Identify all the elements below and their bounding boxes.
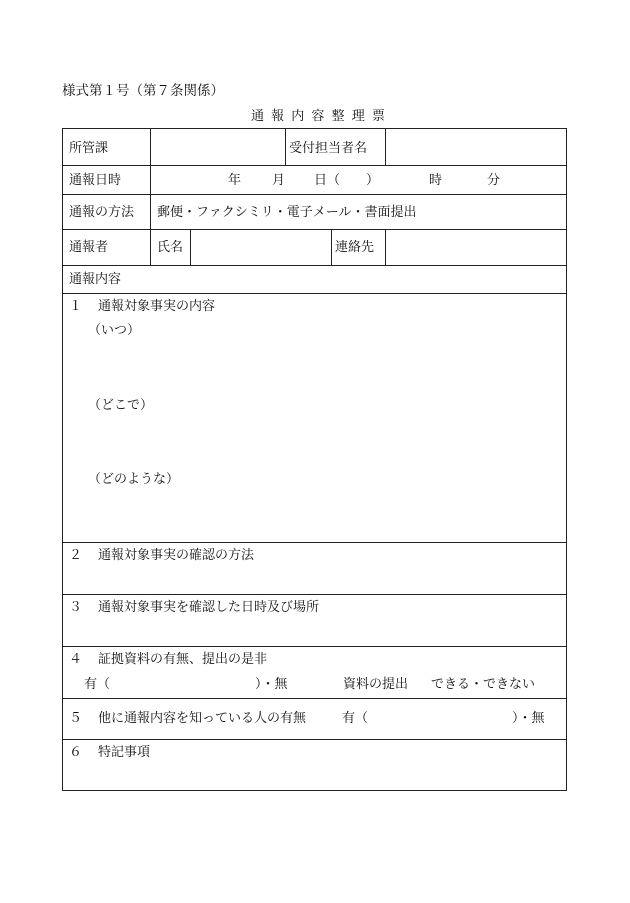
day-unit: 日（ — [314, 173, 341, 188]
column-divider — [285, 129, 286, 165]
reporter-label: 通報者 — [69, 240, 109, 255]
label-column-divider — [150, 129, 151, 265]
row-divider — [63, 646, 566, 647]
others-close-none: ）・無 — [512, 711, 545, 726]
section-2-title: 通報対象事実の確認の方法 — [98, 548, 255, 563]
section-2-number: ２ — [69, 548, 83, 563]
row-divider — [63, 293, 566, 294]
section-4-title: 証拠資料の有無、提出の是非 — [98, 652, 268, 667]
month-unit: 月 — [272, 173, 286, 188]
column-divider — [385, 229, 386, 265]
form-number: 様式第１号（第７条関係） — [62, 83, 224, 99]
section-1-title: 通報対象事実の内容 — [98, 299, 216, 314]
evidence-close-none: ）・無 — [255, 677, 288, 692]
section-5-number: ５ — [69, 711, 83, 726]
row-divider — [63, 542, 566, 543]
section-1-how: （どのような） — [88, 472, 180, 487]
section-4-number: ４ — [69, 652, 83, 667]
report-form-table — [62, 128, 567, 791]
day-paren-close: ） — [366, 173, 380, 188]
section-3-number: ３ — [69, 600, 83, 615]
column-divider — [190, 229, 191, 265]
method-label: 通報の方法 — [69, 205, 135, 220]
content-label: 通報内容 — [69, 272, 122, 287]
column-divider — [385, 129, 386, 165]
row-divider — [63, 698, 566, 699]
name-label: 氏名 — [157, 240, 184, 255]
datetime-label: 通報日時 — [69, 173, 122, 188]
evidence-yes-open: 有（ — [84, 677, 111, 692]
section-3-title: 通報対象事実を確認した日時及び場所 — [98, 600, 320, 615]
row-divider — [63, 265, 566, 266]
department-label: 所管課 — [69, 141, 109, 156]
section-1-where: （どこで） — [88, 398, 154, 413]
section-1-when: （いつ） — [88, 323, 141, 338]
section-6-title: 特記事項 — [98, 745, 151, 760]
submit-label: 資料の提出 — [343, 677, 409, 692]
section-5-title: 他に通報内容を知っている人の有無 — [98, 711, 307, 726]
minute-unit: 分 — [487, 173, 501, 188]
form-title: 通報内容整理票 — [250, 109, 393, 124]
hour-unit: 時 — [429, 173, 443, 188]
row-divider — [63, 165, 566, 166]
row-divider — [63, 739, 566, 740]
contact-label: 連絡先 — [335, 240, 375, 255]
others-yes-open: 有（ — [342, 711, 369, 726]
submit-options: できる・できない — [431, 677, 536, 692]
section-1-number: １ — [69, 299, 83, 314]
column-divider — [331, 229, 332, 265]
row-divider — [63, 194, 566, 195]
receiver-label: 受付担当者名 — [289, 141, 368, 156]
year-unit: 年 — [228, 173, 242, 188]
row-divider — [63, 594, 566, 595]
row-divider — [63, 229, 566, 230]
section-6-number: ６ — [69, 745, 83, 760]
method-options: 郵便・ファクシミリ・電子メール・書面提出 — [157, 205, 417, 220]
